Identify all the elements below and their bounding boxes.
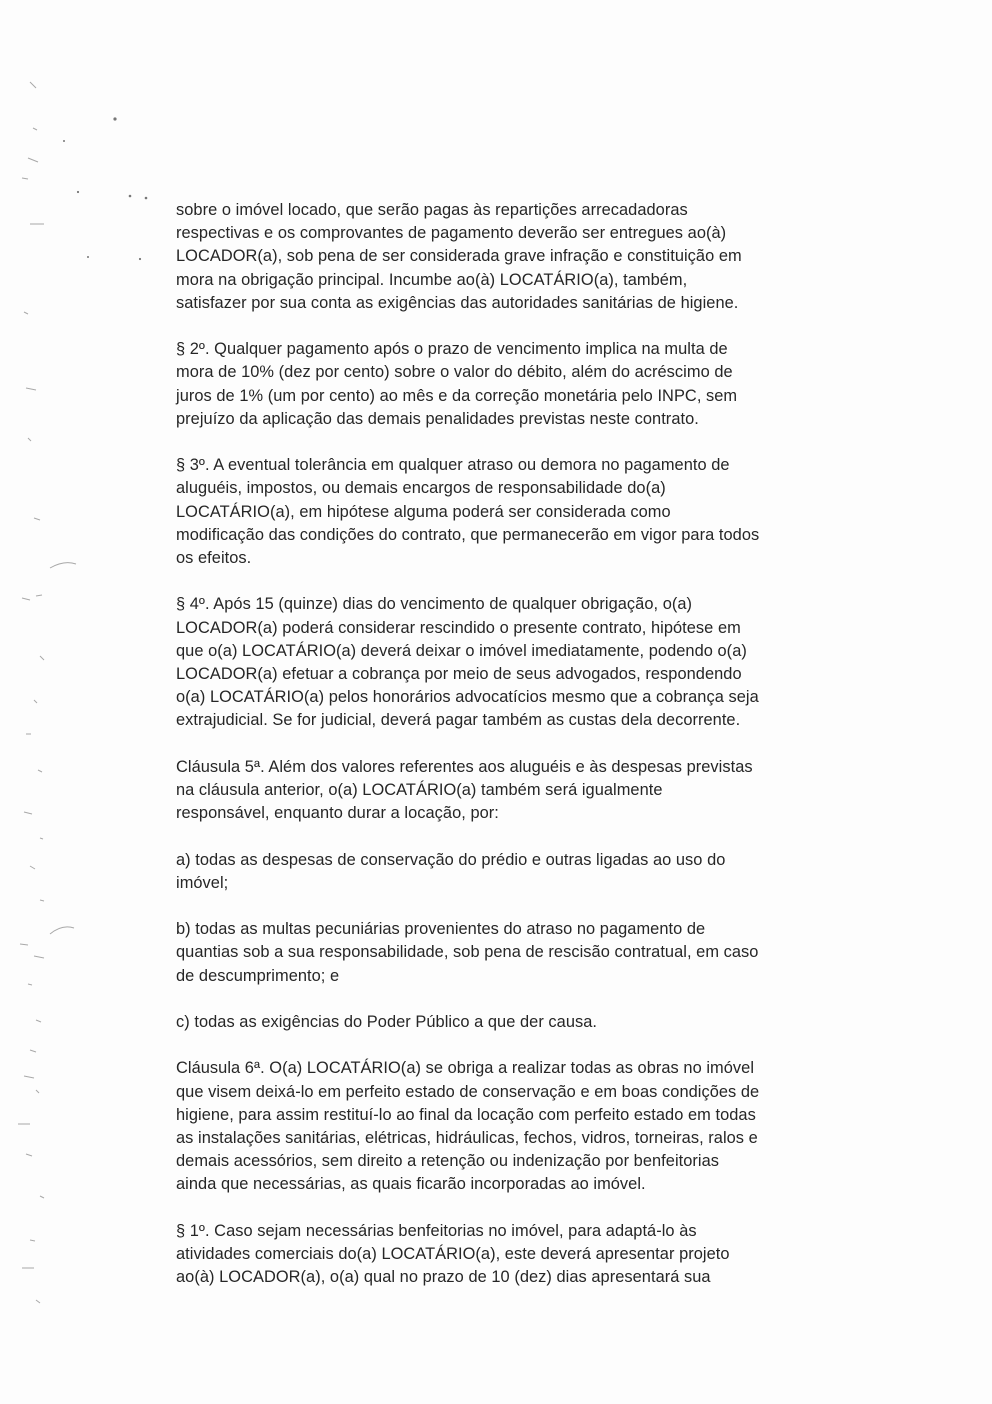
paragraph-taxes-continuation: sobre o imóvel locado, que serão pagas às repartições arrecadadoras respectivas e os comprovantes de pagamento deverão ser entregues ao(à) LOCADOR(a), sob pena de ser considerada grave infração e constituição em mora na obrigação principal. Incumbe ao(à) LOCATÁRIO(a), também, satisfazer por sua conta as exigências das autoridades sanitárias de higiene. [176,201,742,312]
paragraph-clause-6-section-1: § 1º. Caso sejam necessárias benfeitorias no imóvel, para adaptá-lo às atividades comerciais do(a) LOCATÁRIO(a), este deverá apresentar projeto ao(à) LOCADOR(a), o(a) qual no prazo de 10 (dez) dias apresentará sua [176,1221,730,1287]
scan-margin-marks [0,0,170,1404]
contract-body [176,199,844,1313]
paragraph-section-2-late-payment: § 2º. Qualquer pagamento após o prazo de vencimento implica na multa de mora de 10% (dez por cento) sobre o valor do débito, além do acréscimo de juros de 1% (um por cento) ao mês e da correção monetária pelo INPC, sem prejuízo da aplicação das demais penalidades previstas neste contrato. [176,340,738,428]
paragraph-clause-5-item-a: a) todas as despesas de conservação do prédio e outras ligadas ao uso do imóvel; [176,850,726,892]
paragraph-clause-5: Cláusula 5ª. Além dos valores referentes aos aluguéis e às despesas previstas na cláusula anterior, o(a) LOCATÁRIO(a) também será igualmente responsável, enquanto durar a locação, por: [176,757,753,823]
paragraph-section-4-rescission: § 4º. Após 15 (quinze) dias do vencimento de qualquer obrigação, o(a) LOCADOR(a) poderá considerar rescindido o presente contrato, hipótese em que o(a) LOCATÁRIO(a) deverá deixar o imóvel imediatamente, podendo o(a) LOCADOR(a) efetuar a cobrança por meio de seus advogados, respondendo o(a) LOCATÁRIO(a) pelos honorários advocatícios mesmo que a cobrança seja extrajudicial. Se for judicial, deverá pagar também as custas dela decorrente. [176,595,759,730]
paragraph-clause-6: Cláusula 6ª. O(a) LOCATÁRIO(a) se obriga a realizar todas as obras no imóvel que visem deixá-lo em perfeito estado de conservação e em boas condições de higiene, para assim restituí-lo ao final da locação com perfeito estado em todas as instalações sanitárias, elétricas, hidráulicas, fechos, vidros, torneiras, ralos e demais acessórios, sem direito a retenção ou indenização por benfeitorias ainda que necessárias, as quais ficarão incorporadas ao imóvel. [176,1059,760,1194]
paragraph-clause-5-item-b: b) todas as multas pecuniárias provenientes do atraso no pagamento de quantias sob a sua responsabilidade, sob pena de rescisão contratual, em caso de descumprimento; e [176,920,759,985]
paragraph-section-3-tolerance: § 3º. A eventual tolerância em qualquer atraso ou demora no pagamento de aluguéis, impostos, ou demais encargos de responsabilidade do(a) LOCATÁRIO(a), em hipótese alguma poderá ser considerada como modificação das condições do contrato, que permanecerão em vigor para todos os efeitos. [176,456,760,568]
paragraph-clause-5-item-c: c) todas as exigências do Poder Público a que der causa. [176,1013,598,1031]
